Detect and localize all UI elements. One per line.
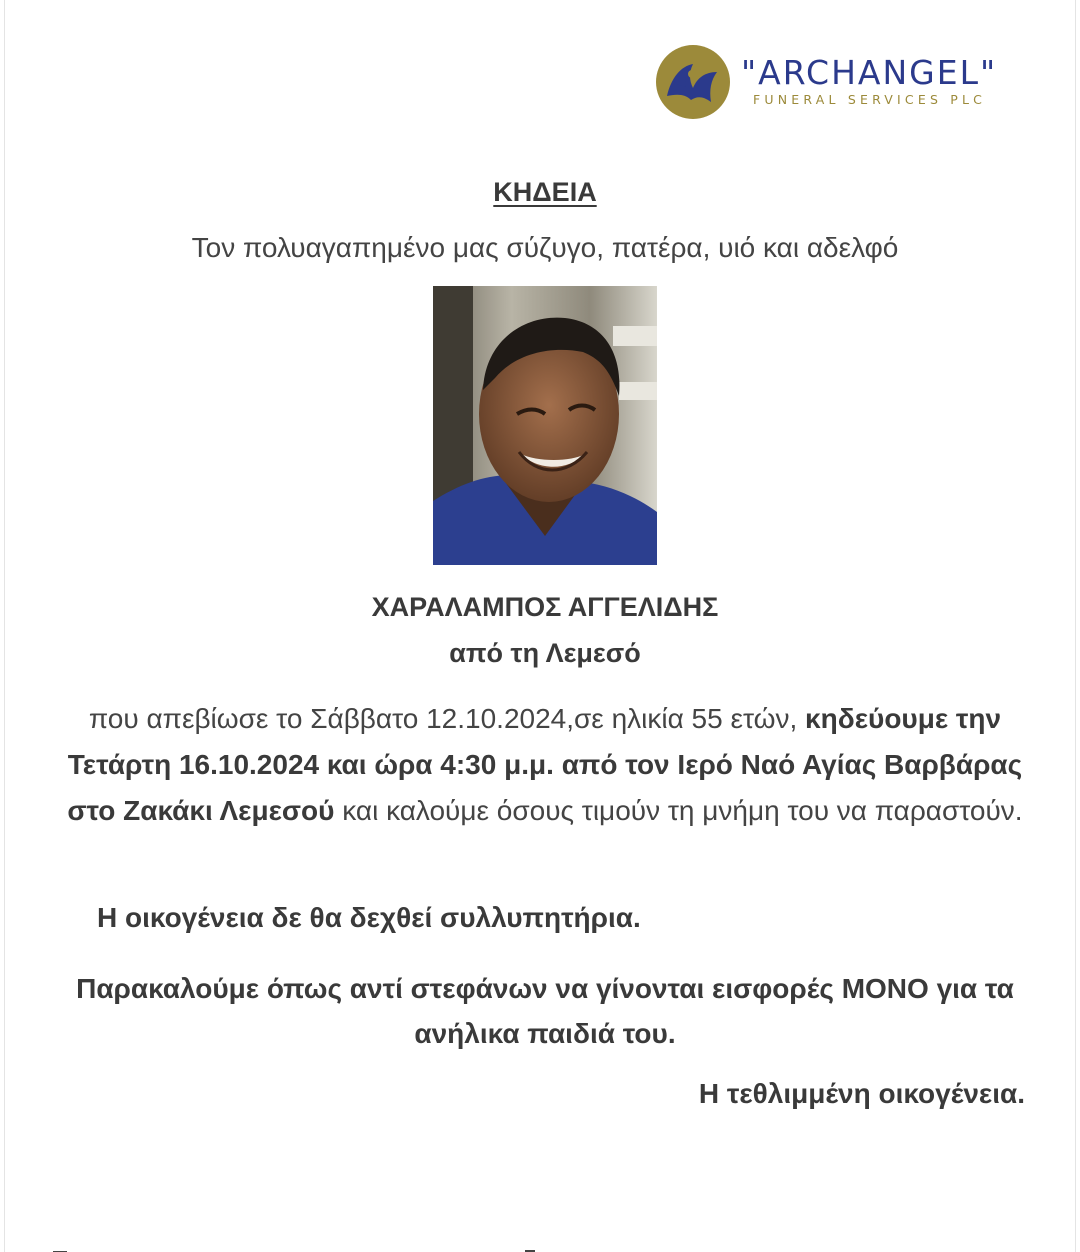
family-signoff: Η τεθλιμμένη οικογένεια. (698, 1078, 1025, 1109)
donations-note: Παρακαλούμε όπως αντί στεφάνων να γίνονται εισφορές ΜΟΝΟ για τα ανήλικα παιδιά του. (76, 973, 1014, 1049)
funeral-details (49, 696, 1041, 834)
details-bold: κηδεύουμε την Τετάρτη 16.10.2024 και ώρα 4:30 μ.μ. από τον Ιερό Ναό Αγίας Βαρβάρας στο Ζακάκι Λεμεσού (67, 703, 1023, 826)
deceased-name: ΧΑΡΑΛΑΜΠΟΣ ΑΓΓΕΛΙΔΗΣ (371, 592, 719, 622)
notice-intro: Τον πολυαγαπημένο μας σύζυγο, πατέρα, υιό και αδελφό (191, 232, 899, 263)
notice-page (4, 0, 1076, 1252)
notice-title: ΚΗΔΕΙΑ (493, 177, 597, 207)
archangel-logo (655, 42, 1045, 126)
no-condolences-note: Η οικογένεια δε θα δεχθεί συλλυπητήρια. (97, 902, 641, 933)
portrait-illustration (433, 286, 657, 565)
portrait-photo (433, 286, 657, 565)
logo-name: "ARCHANGEL" (741, 53, 998, 92)
details-part-1: που απεβίωσε το Σάββατο 12.10.2024,σε ηλικία 55 ετών, (88, 703, 806, 734)
deceased-origin: από τη Λεμεσό (449, 638, 641, 668)
cut-off-text-line (45, 1244, 645, 1252)
details-part-2: και καλούμε όσους τιμούν τη μνήμη του να παραστούν. (334, 795, 1023, 826)
logo-subtitle: FUNERAL SERVICES PLC (753, 92, 987, 107)
angel-emblem-icon (655, 44, 731, 120)
